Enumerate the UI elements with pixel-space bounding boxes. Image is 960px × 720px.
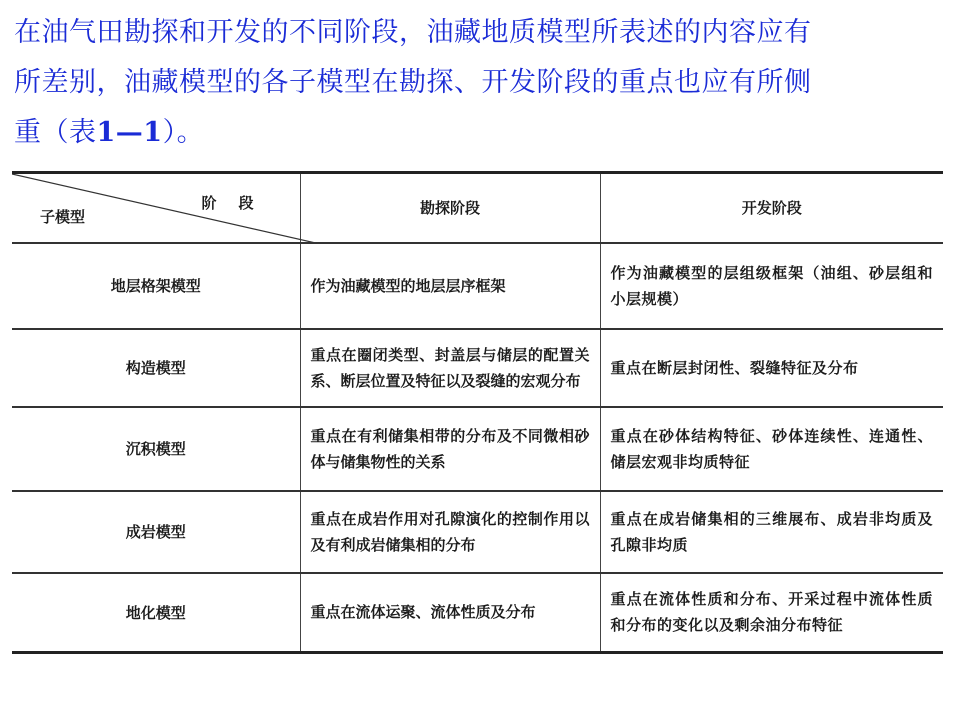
exploration-cell: 重点在成岩作用对孔隙演化的控制作用以及有利成岩储集相的分布 — [300, 491, 600, 573]
table-row — [12, 243, 943, 329]
intro-line-3 — [14, 108, 949, 158]
intro-line-1: 在油气田勘探和开发的不同阶段，油藏地质模型所表述的内容应有 — [14, 17, 812, 48]
header-stage-label: 阶段 — [201, 194, 276, 212]
table-row — [12, 407, 943, 491]
intro-line-3-prefix: 重（表 — [14, 117, 97, 148]
header-development: 开发阶段 — [600, 173, 943, 243]
development-cell: 作为油藏模型的层组级框架（油组、砂层组和小层规模） — [600, 243, 943, 329]
intro-line-2: 所差别，油藏模型的各子模型在勘探、开发阶段的重点也应有所侧 — [14, 67, 812, 98]
diagonal-header-cell — [12, 173, 300, 243]
table-row — [12, 491, 943, 573]
submodel-name: 成岩模型 — [12, 491, 300, 573]
exploration-cell: 作为油藏模型的地层层序框架 — [300, 243, 600, 329]
exploration-cell: 重点在流体运聚、流体性质及分布 — [300, 573, 600, 653]
submodel-name: 沉积模型 — [12, 407, 300, 491]
development-cell: 重点在成岩储集相的三维展布、成岩非均质及孔隙非均质 — [600, 491, 943, 573]
intro-line-3-suffix: ）。 — [162, 117, 205, 148]
table-row — [12, 573, 943, 653]
header-exploration: 勘探阶段 — [300, 173, 600, 243]
submodel-name: 构造模型 — [12, 329, 300, 407]
header-submodel-label: 子模型 — [40, 208, 86, 226]
model-stage-table — [12, 171, 943, 654]
table-row — [12, 329, 943, 407]
model-stage-table-container — [12, 171, 943, 654]
submodel-name: 地化模型 — [12, 573, 300, 653]
development-cell: 重点在流体性质和分布、开采过程中流体性质和分布的变化以及剩余油分布特征 — [600, 573, 943, 653]
submodel-name: 地层格架模型 — [12, 243, 300, 329]
exploration-cell: 重点在有利储集相带的分布及不同微相砂体与储集物性的关系 — [300, 407, 600, 491]
development-cell: 重点在断层封闭性、裂缝特征及分布 — [600, 329, 943, 407]
table-header-row — [12, 173, 943, 243]
development-cell: 重点在砂体结构特征、砂体连续性、连通性、储层宏观非均质特征 — [600, 407, 943, 491]
intro-paragraph — [14, 8, 949, 158]
table-reference: 1—1 — [96, 117, 163, 148]
exploration-cell: 重点在圈闭类型、封盖层与储层的配置关系、断层位置及特征以及裂缝的宏观分布 — [300, 329, 600, 407]
